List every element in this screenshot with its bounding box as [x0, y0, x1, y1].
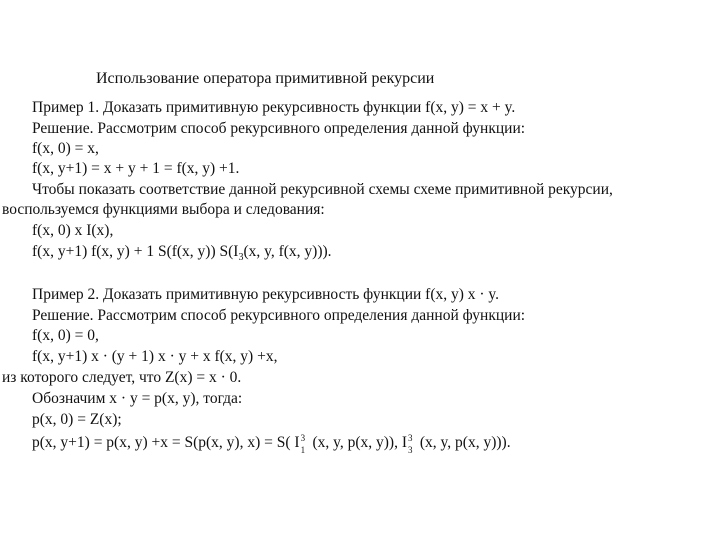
projection-base: f(x, 0) x I(x), [32, 222, 114, 239]
slide-title: Использование оператора примитивной рекурсии [96, 70, 435, 87]
p-step-mid: (x, y, p(x, y)), I [308, 434, 408, 451]
example-2-heading: Пример 2. Доказать примитивную рекурсивность функции f(x, y) x · y. [32, 286, 500, 303]
p-step-case [32, 433, 511, 455]
projection-index-2: 3 3 [408, 433, 413, 455]
formula2-step-case: f(x, y+1) x · (y + 1) x · y + x f(x, y) +x, [32, 348, 278, 365]
p-base-case: p(x, 0) = Z(x); [32, 411, 122, 428]
projection-step-tail: (x, y, f(x, y))). [243, 243, 332, 260]
formula-step-case: f(x, y+1) = x + y + 1 = f(x, y) +1. [32, 160, 240, 177]
example-1-heading: Пример 1. Доказать примитивную рекурсивность функции f(x, y) = x + y. [32, 99, 516, 116]
solution-1-line: Решение. Рассмотрим способ рекурсивного определения данной функции: [32, 120, 526, 137]
explanation-line-1: Чтобы показать соответствие данной рекурсивной схемы схеме примитивной рекурсии, [32, 181, 613, 198]
projection-index-1: 3 1 [300, 433, 306, 455]
projection-step-text: f(x, y+1) f(x, y) + 1 S(f(x, y)) S(I [32, 243, 239, 260]
projection-step [32, 243, 332, 264]
solution-2-line: Решение. Рассмотрим способ рекурсивного определения данной функции: [32, 307, 526, 324]
p-step-text: p(x, y+1) = p(x, y) +x = S(p(x, y), x) = S( I [32, 434, 300, 451]
explanation-line-2: воспользуемся функциями выбора и следования: [2, 201, 325, 218]
projection-step-index: 3 [238, 252, 244, 264]
formula2-base-case: f(x, 0) = 0, [32, 327, 99, 344]
consequence-line: из которого следует, что Z(x) = x · 0. [2, 369, 242, 386]
notation-line: Обозначим x · y = p(x, y), тогда: [32, 390, 243, 407]
formula-base-case: f(x, 0) = x, [32, 140, 99, 157]
p-step-tail: (x, y, p(x, y))). [416, 434, 511, 451]
